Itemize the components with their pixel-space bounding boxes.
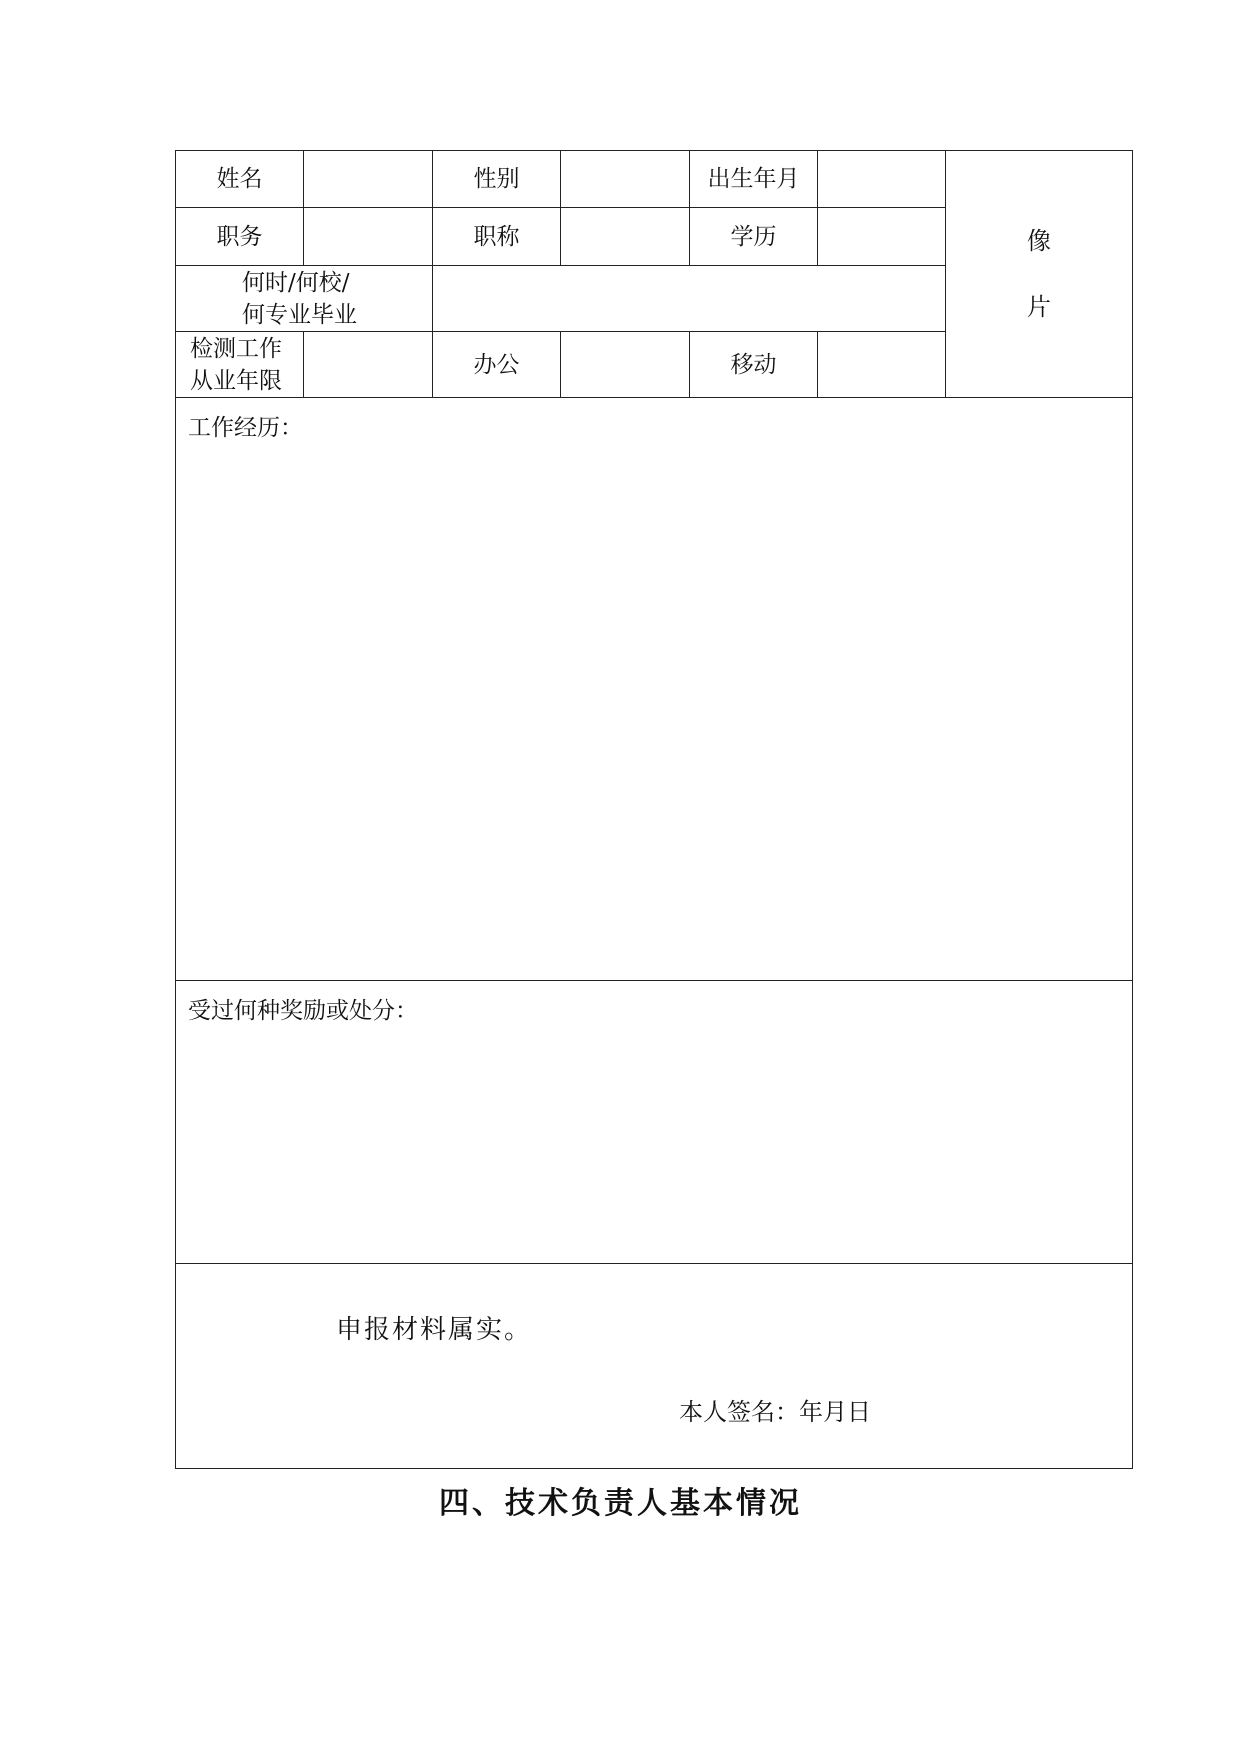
personnel-info-form <box>175 150 1133 1469</box>
photo-label-line1: 像 <box>1027 227 1051 255</box>
row-awards <box>176 981 1133 1264</box>
mobile-phone-field[interactable] <box>818 332 946 398</box>
education-label: 学历 <box>690 208 818 266</box>
awards-heading: 受过何种奖励或处分： <box>188 998 418 1024</box>
birth-date-field[interactable] <box>818 151 946 208</box>
name-field[interactable] <box>304 151 433 208</box>
section-heading-technical-lead: 四、技术负责人基本情况 <box>439 1486 802 1521</box>
photo-area[interactable] <box>946 151 1133 398</box>
signature-label: 本人签名： <box>679 1398 799 1426</box>
awards-field[interactable] <box>176 981 1133 1264</box>
work-years-field[interactable] <box>304 332 433 398</box>
declaration-statement: 申报材料属实。 <box>336 1315 533 1345</box>
office-phone-field[interactable] <box>561 332 690 398</box>
photo-label-gap <box>946 257 1132 291</box>
photo-label-line2: 片 <box>1027 293 1051 321</box>
graduation-label-line1: 何时/何校/ <box>242 269 350 296</box>
name-label: 姓名 <box>176 151 304 208</box>
work-years-label-line1: 检测工作 <box>190 335 282 362</box>
work-years-label <box>176 332 304 398</box>
position-label: 职务 <box>176 208 304 266</box>
position-field[interactable] <box>304 208 433 266</box>
gender-label: 性别 <box>433 151 561 208</box>
row-work-history <box>176 398 1133 981</box>
work-history-field[interactable] <box>176 398 1133 981</box>
education-field[interactable] <box>818 208 946 266</box>
row-declaration <box>176 1264 1133 1469</box>
professional-title-label: 职称 <box>433 208 561 266</box>
signature-date-label: 年月日 <box>799 1398 871 1426</box>
gender-field[interactable] <box>561 151 690 208</box>
work-years-label-line2: 从业年限 <box>190 367 282 394</box>
mobile-phone-label: 移动 <box>690 332 818 398</box>
declaration-area <box>176 1264 1133 1469</box>
graduation-label <box>176 266 433 332</box>
declaration-wrapper <box>176 1264 1132 1468</box>
work-history-heading: 工作经历： <box>188 415 303 441</box>
graduation-label-line2: 何专业毕业 <box>242 301 357 328</box>
row-name-gender-birth <box>176 151 1133 208</box>
professional-title-field[interactable] <box>561 208 690 266</box>
signature-line[interactable] <box>679 1396 871 1428</box>
graduation-field[interactable] <box>433 266 946 332</box>
office-phone-label: 办公 <box>433 332 561 398</box>
birth-date-label: 出生年月 <box>690 151 818 208</box>
